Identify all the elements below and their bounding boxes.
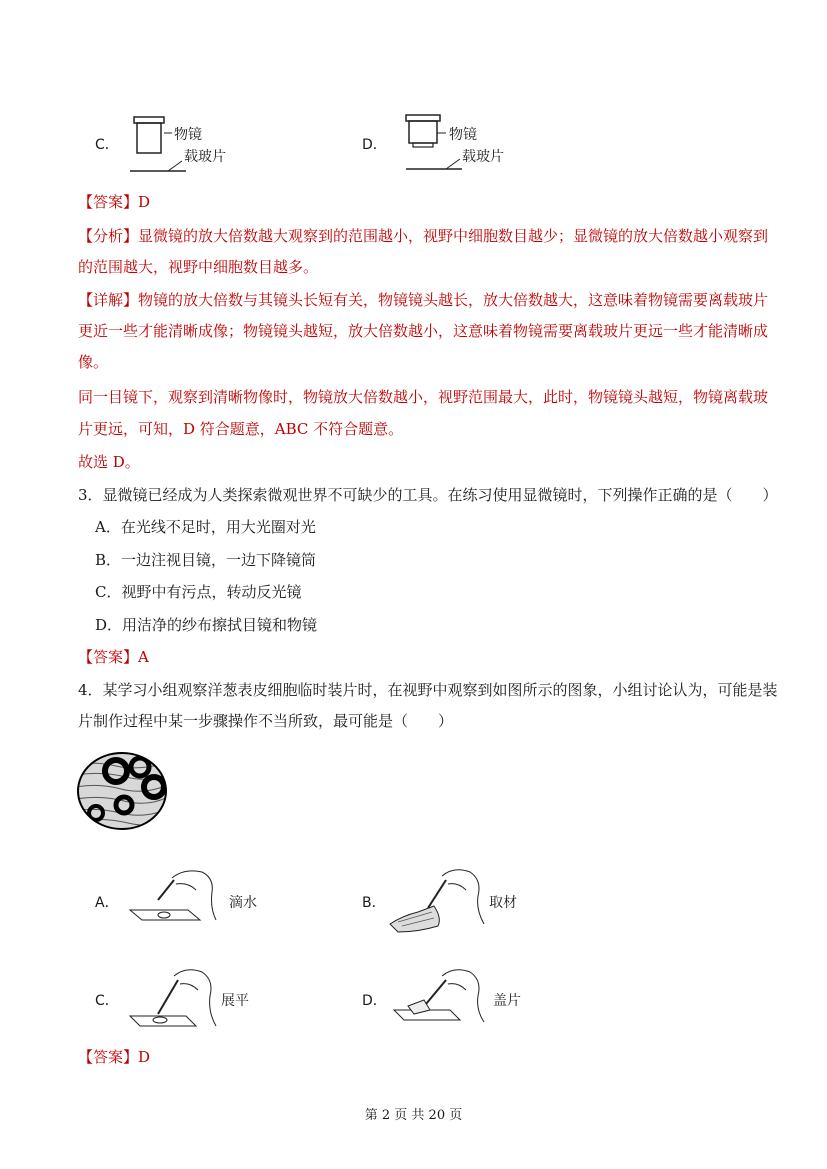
q4-option-d-caption: 盖片 <box>493 993 521 1009</box>
coverslip-illustration <box>390 966 490 1026</box>
q3-option-d: D．用洁净的纱布擦拭目镜和物镜 <box>95 616 318 634</box>
q3-option-b: B．一边注视目镜，一边下降镜筒 <box>95 551 317 569</box>
needle-spreading-illustration <box>124 966 224 1030</box>
q2-conclusion: 故选 D。 <box>78 453 140 471</box>
q4-option-b-caption: 取材 <box>489 895 517 911</box>
q4-answer: 【答案】D <box>78 1048 151 1066</box>
q3-option-c: C．视野中有污点，转动反光镜 <box>95 583 302 601</box>
q3-option-a: A．在光线不足时，用大光圈对光 <box>95 518 316 536</box>
q2-detail-line1: 【详解】物镜的放大倍数与其镜头长短有关，物镜镜头越长，放大倍数越大，这意味着物镜需要离载玻片 <box>78 291 769 309</box>
q4-stem-line1: 4．某学习小组观察洋葱表皮细胞临时装片时，在视野中观察到如图所示的图象，小组讨论认为，可能是装 <box>78 681 778 699</box>
q3-stem: 3．显微镜已经成为人类探索微观世界不可缺少的工具。在练习使用显微镜时，下列操作正确的是（ ） <box>78 486 778 504</box>
q2-answer: 【答案】D <box>78 193 151 211</box>
q4-option-c-label: C． <box>95 993 119 1009</box>
q2-analysis-line2: 的范围越大，视野中细胞数目越多。 <box>78 258 319 276</box>
q2-analysis-line1: 【分析】显微镜的放大倍数越大观察到的范围越小，视野中细胞数目越少；显微镜的放大倍数越小观察到 <box>78 227 769 245</box>
q4-stem-line2: 片制作过程中某一步骤操作不当所致，最可能是（ ） <box>78 712 454 730</box>
q4-option-d-label: D． <box>362 993 387 1009</box>
q3-answer: 【答案】A <box>78 648 149 666</box>
q2-option-c-label: C． <box>95 137 119 153</box>
q2-detail-line5: 片更远，可知，D 符合题意，ABC 不符合题意。 <box>78 420 404 438</box>
q4-option-a-caption: 滴水 <box>229 895 257 911</box>
q4-option-b-label: B． <box>362 895 386 911</box>
objective-label-c: 物镜 <box>174 127 202 143</box>
page-footer: 第 2 页 共 20 页 <box>364 1108 463 1123</box>
slide-label-c: 载玻片 <box>184 149 226 165</box>
q2-detail-line4: 同一目镜下，观察到清晰物像时，物镜放大倍数越小，视野范围最大，此时，物镜镜头越短，物镜离载玻 <box>78 388 769 406</box>
q2-detail-line3: 像。 <box>78 353 109 371</box>
q4-option-c-caption: 展平 <box>221 993 249 1009</box>
dropper-water-illustration <box>122 868 222 928</box>
q2-detail-line2: 更近一些才能清晰成像；物镜镜头越短，放大倍数越小，这意味着物镜需要离载玻片更远一些才能清晰成 <box>78 322 769 340</box>
slide-label-d: 载玻片 <box>462 149 504 165</box>
q4-option-a-label: A． <box>95 895 119 911</box>
microscope-field-image <box>76 751 168 831</box>
q2-option-d-label: D． <box>362 137 387 153</box>
tweezers-tissue-illustration <box>388 866 488 936</box>
objective-label-d: 物镜 <box>449 127 477 143</box>
